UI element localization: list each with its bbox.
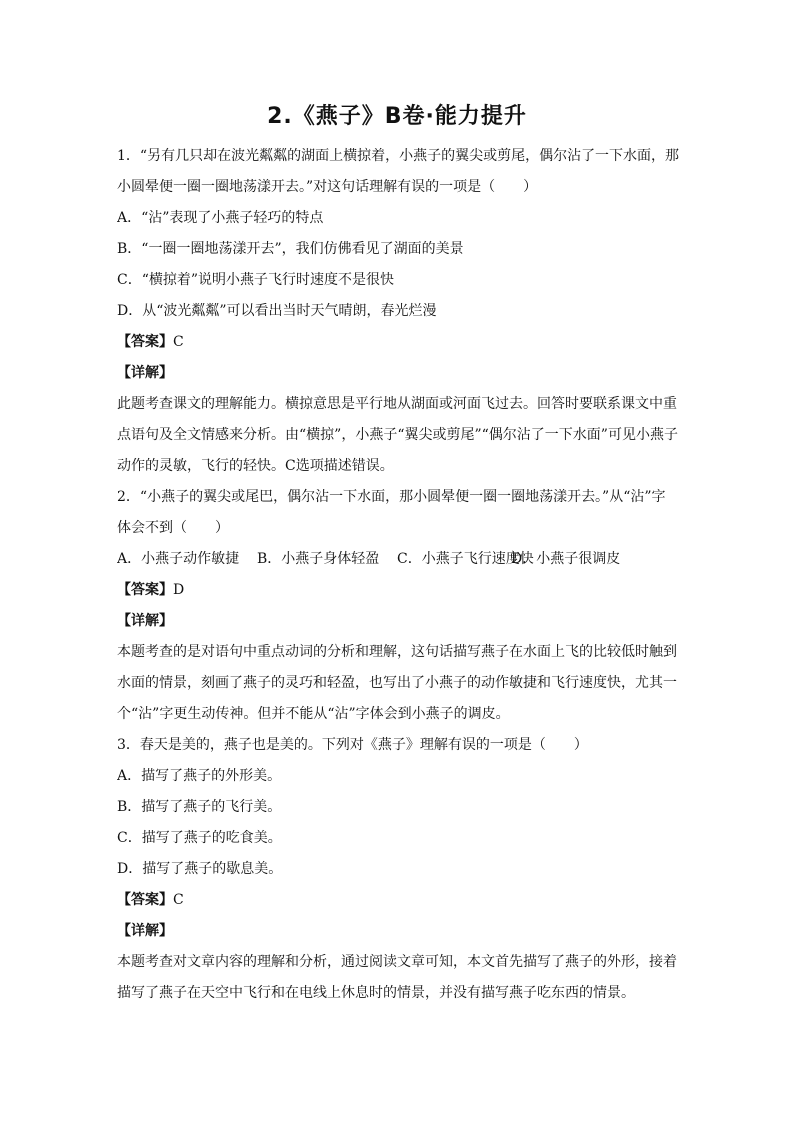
- answer-value: C: [173, 892, 184, 908]
- detail-label: 【详解】: [117, 613, 173, 629]
- answer-value: C: [173, 334, 184, 350]
- detail-text: 描写了燕子在天空中飞行和在电线上休息时的情景，并没有描写燕子吃东西的情景。: [117, 985, 635, 1001]
- detail-text: 本题考查的是对语句中重点动词的分析和理解，这句话描写燕子在水面上飞的比较低时触到: [117, 644, 677, 660]
- option-b: B．描写了燕子的飞行美。: [117, 799, 282, 815]
- detail-text: 此题考查课文的理解能力。横掠意思是平行地从湖面或河面飞过去。回答时要联系课文中重: [117, 396, 677, 412]
- option-b: B．小燕子身体轻盈: [257, 551, 380, 567]
- options-row: [117, 544, 679, 575]
- option-d: D．描写了燕子的歇息美。: [117, 861, 283, 877]
- option-c: C．小燕子飞行速度快: [397, 551, 534, 567]
- detail-label: 【详解】: [117, 365, 173, 381]
- answer-line: [117, 327, 679, 358]
- option-a: A．“沾”表现了小燕子轻巧的特点: [117, 210, 324, 226]
- detail-text: 本题考查对文章内容的理解和分析，通过阅读文章可知，本文首先描写了燕子的外形，接着: [117, 954, 677, 970]
- option-c: C．描写了燕子的吃食美。: [117, 830, 282, 846]
- answer-label: 【答案】: [117, 582, 173, 598]
- question-stem: 3．春天是美的，燕子也是美的。下列对《燕子》理解有误的一项是（ ）: [117, 737, 588, 753]
- answer-line: [117, 575, 679, 606]
- question-stem: 小圆晕便一圈一圈地荡漾开去。”对这句话理解有误的一项是（ ）: [117, 179, 538, 195]
- question-3: [117, 730, 679, 1009]
- page-title: 2.《燕子》B卷·能力提升: [267, 104, 527, 129]
- option-c: C．“横掠着”说明小燕子飞行时速度不是很快: [117, 272, 395, 288]
- document-body: [117, 141, 679, 1009]
- answer-line: [117, 885, 679, 916]
- answer-label: 【答案】: [117, 892, 173, 908]
- option-a: A．描写了燕子的外形美。: [117, 768, 282, 784]
- question-1: [117, 141, 679, 482]
- question-2: [117, 482, 679, 730]
- detail-text: 点语句及全文情感来分析。由“横掠”，小燕子“翼尖或剪尾”“偶尔沾了一下水面”可见小燕子: [117, 427, 678, 443]
- question-stem: 体会不到（ ）: [117, 520, 229, 536]
- option-d: D．小燕子很调皮: [511, 551, 621, 567]
- question-stem: 2．“小燕子的翼尖或尾巴，偶尔沾一下水面，那小圆晕便一圈一圈地荡漾开去。”从“沾”字: [117, 489, 666, 505]
- detail-text: 动作的灵敏，飞行的轻快。C选项描述错误。: [117, 458, 394, 474]
- question-stem: 1．“另有几只却在波光粼粼的湖面上横掠着，小燕子的翼尖或剪尾，偶尔沾了一下水面，那: [117, 148, 679, 164]
- detail-text: 水面的情景，刻画了燕子的灵巧和轻盈，也写出了小燕子的动作敏捷和飞行速度快，尤其一: [117, 675, 677, 691]
- option-a: A．小燕子动作敏捷: [117, 551, 240, 567]
- option-d: D．从“波光粼粼”可以看出当时天气晴朗，春光烂漫: [117, 303, 437, 319]
- detail-text: 个“沾”字更生动传神。但并不能从“沾”字体会到小燕子的调皮。: [117, 706, 510, 722]
- answer-label: 【答案】: [117, 334, 173, 350]
- option-b: B．“一圈一圈地荡漾开去”，我们仿佛看见了湖面的美景: [117, 241, 464, 257]
- answer-value: D: [173, 582, 185, 598]
- detail-label: 【详解】: [117, 923, 173, 939]
